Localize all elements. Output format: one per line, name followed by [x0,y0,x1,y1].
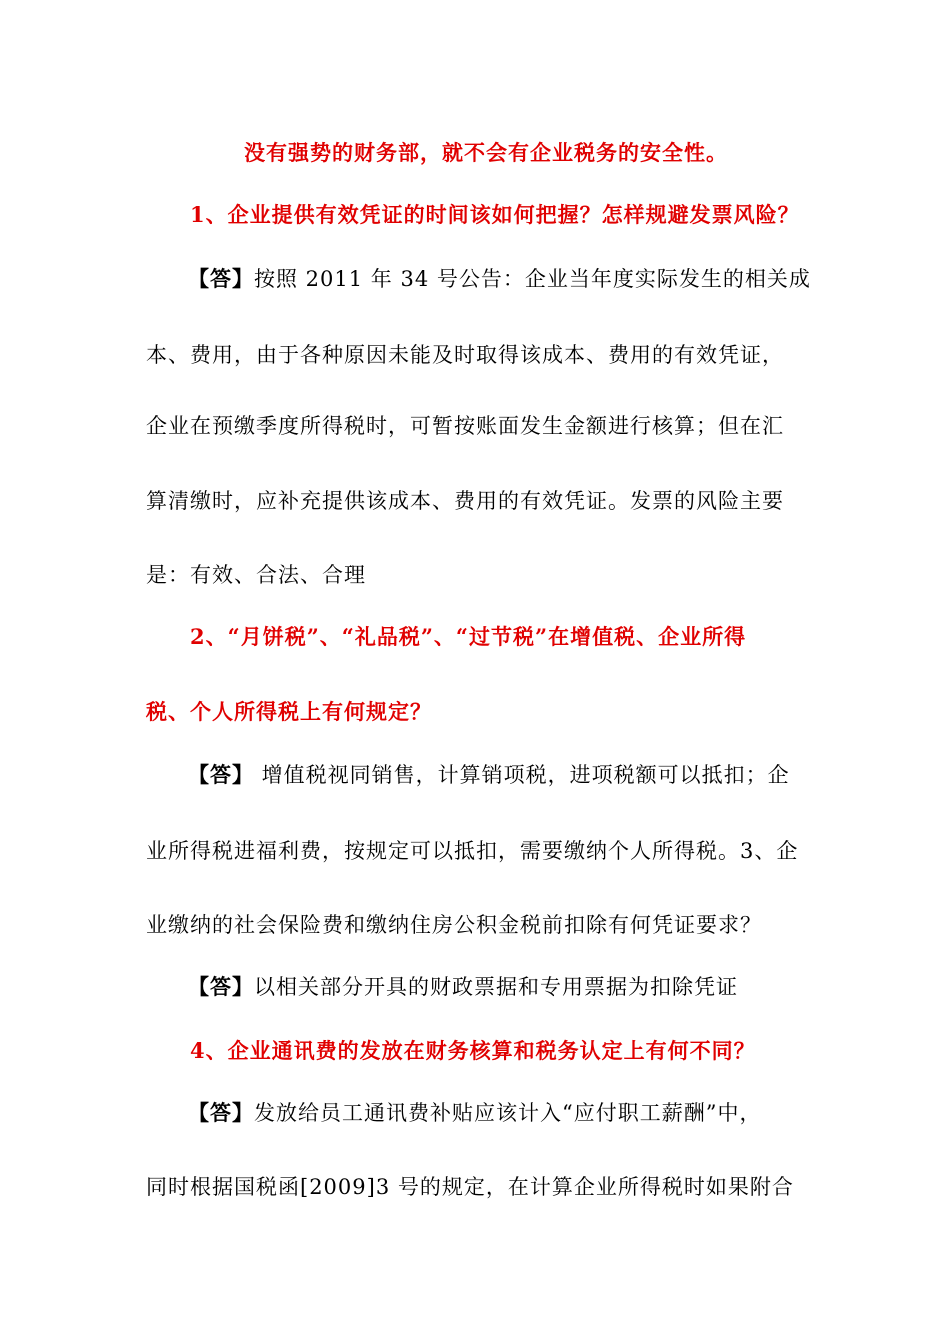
answer-1-line-1 [188,264,811,294]
answer-tag: 【答】 [188,1100,254,1125]
answer-text: 按照 2011 年 34 号公告：企业当年度实际发生的相关成 [254,267,811,291]
answer-1-line-4: 算清缴时，应补充提供该成本、费用的有效凭证。发票的风险主要 [146,489,784,513]
answer-text: 以相关部分开具的财政票据和专用票据为扣除凭证 [254,975,738,999]
answer-text: 发放给员工通讯费补贴应该计入“应付职工薪酬”中， [254,1101,762,1125]
answer-tag: 【答】 [188,266,254,291]
answer-2-line-2: 业所得税进福利费，按规定可以抵扣，需要缴纳个人所得税。3、企 [146,839,799,863]
answer-2-line-1 [188,760,790,790]
question-2-line-2: 税、个人所得税上有何规定？ [146,699,432,724]
question-4: 4、企业通讯费的发放在财务核算和税务认定上有何不同？ [190,1038,756,1063]
answer-tag: 【答】 [188,974,254,999]
answer-1-line-3: 企业在预缴季度所得税时，可暂按账面发生金额进行核算；但在汇 [146,414,784,438]
answer-text: 增值税视同销售，计算销项税，进项税额可以抵扣；企 [254,763,790,787]
question-1: 1、企业提供有效凭证的时间该如何把握？怎样规避发票风险？ [190,202,800,227]
question-2-line-1: 2、“月饼税”、“礼品税”、“过节税”在增值税、企业所得 [190,624,747,649]
answer-tag: 【答】 [188,762,254,787]
answer-1-line-5: 是：有效、合法、合理 [146,563,366,587]
document-title: 没有强势的财务部，就不会有企业税务的安全性。 [244,140,728,165]
answer-4-line-1 [188,1098,761,1128]
answer-4-line-2: 同时根据国税函[2009]3 号的规定，在计算企业所得税时如果附合 [146,1175,794,1199]
question-3-line: 业缴纳的社会保险费和缴纳住房公积金税前扣除有何凭证要求？ [146,913,762,937]
answer-3-line-1 [188,972,738,1002]
answer-1-line-2: 本、费用，由于各种原因未能及时取得该成本、费用的有效凭证， [146,343,784,367]
